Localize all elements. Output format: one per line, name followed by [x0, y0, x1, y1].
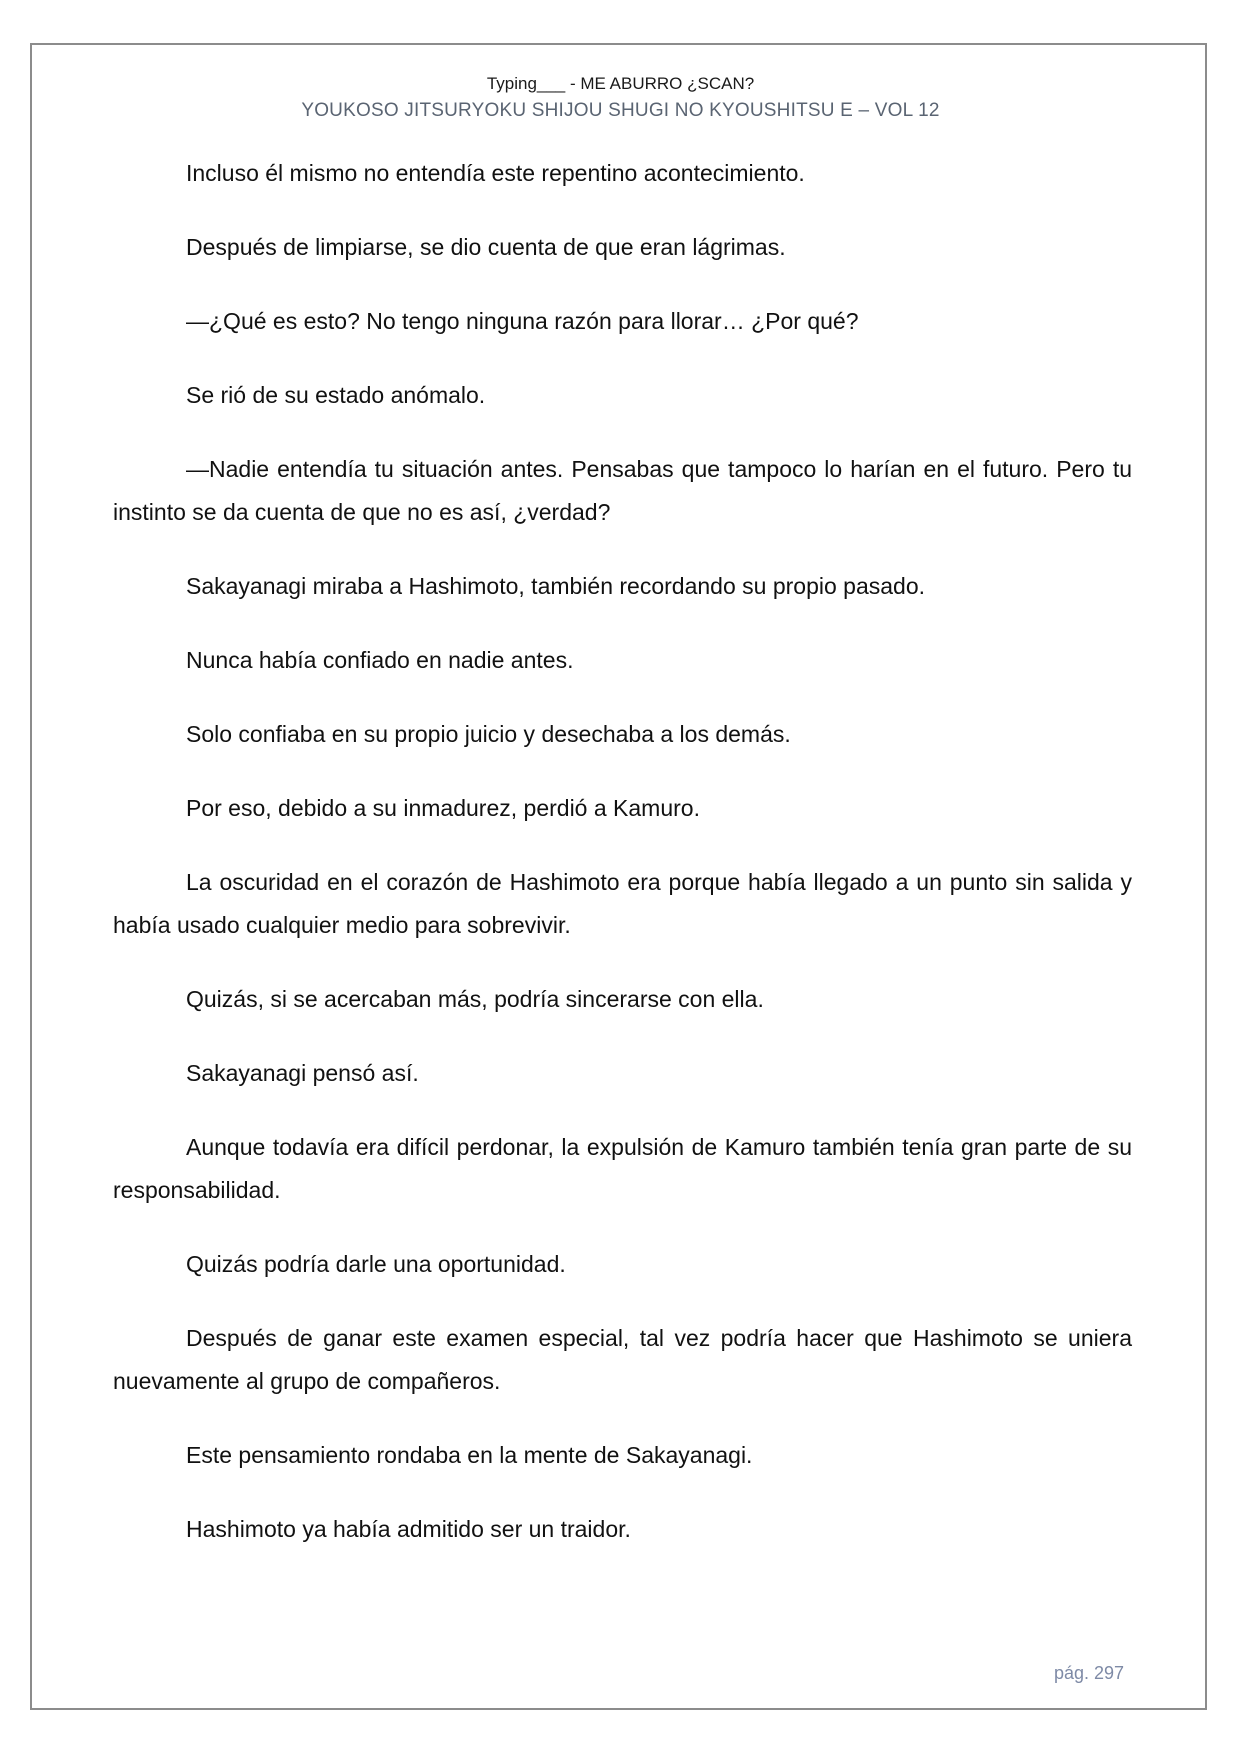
paragraph: Después de limpiarse, se dio cuenta de que eran lágrimas. — [186, 234, 786, 260]
paragraph: Nunca había confiado en nadie antes. — [186, 647, 574, 673]
paragraph: Aunque todavía era difícil perdonar, la expulsión de Kamuro también tenía gran parte de su responsabilidad. — [113, 1134, 1132, 1203]
paragraph: Por eso, debido a su inmadurez, perdió a Kamuro. — [186, 795, 700, 821]
paragraph: Después de ganar este examen especial, tal vez podría hacer que Hashimoto se uniera nuevamente al grupo de compañeros. — [113, 1325, 1132, 1394]
paragraph: Solo confiaba en su propio juicio y desechaba a los demás. — [186, 721, 791, 747]
paragraph: Este pensamiento rondaba en la mente de Sakayanagi. — [186, 1442, 753, 1468]
paragraph: Quizás, si se acercaban más, podría sincerarse con ella. — [186, 986, 764, 1012]
paragraph: Quizás podría darle una oportunidad. — [186, 1251, 566, 1277]
paragraph: Hashimoto ya había admitido ser un traidor. — [186, 1516, 631, 1542]
paragraph: Incluso él mismo no entendía este repentino acontecimiento. — [186, 160, 805, 186]
paragraph: Sakayanagi pensó así. — [186, 1060, 419, 1086]
paragraph: La oscuridad en el corazón de Hashimoto era porque había llegado a un punto sin salida y había usado cualquier medio para sobrevivir. — [113, 869, 1132, 938]
header-typing-credit: Typing___ - ME ABURRO ¿SCAN? — [486, 74, 755, 93]
paragraph: —Nadie entendía tu situación antes. Pensabas que tampoco lo harían en el futuro. Pero tu instinto se da cuenta de que no es así, ¿verdad? — [113, 456, 1132, 525]
page-number: pág. 297 — [1054, 1663, 1125, 1683]
header-book-title: YOUKOSO JITSURYOKU SHIJOU SHUGI NO KYOUSHITSU E – VOL 12 — [301, 100, 940, 121]
paragraph: —¿Qué es esto? No tengo ninguna razón para llorar… ¿Por qué? — [186, 308, 859, 334]
document-body — [113, 152, 1132, 1582]
paragraph: Se rió de su estado anómalo. — [186, 382, 486, 408]
paragraph: Sakayanagi miraba a Hashimoto, también recordando su propio pasado. — [186, 573, 925, 599]
